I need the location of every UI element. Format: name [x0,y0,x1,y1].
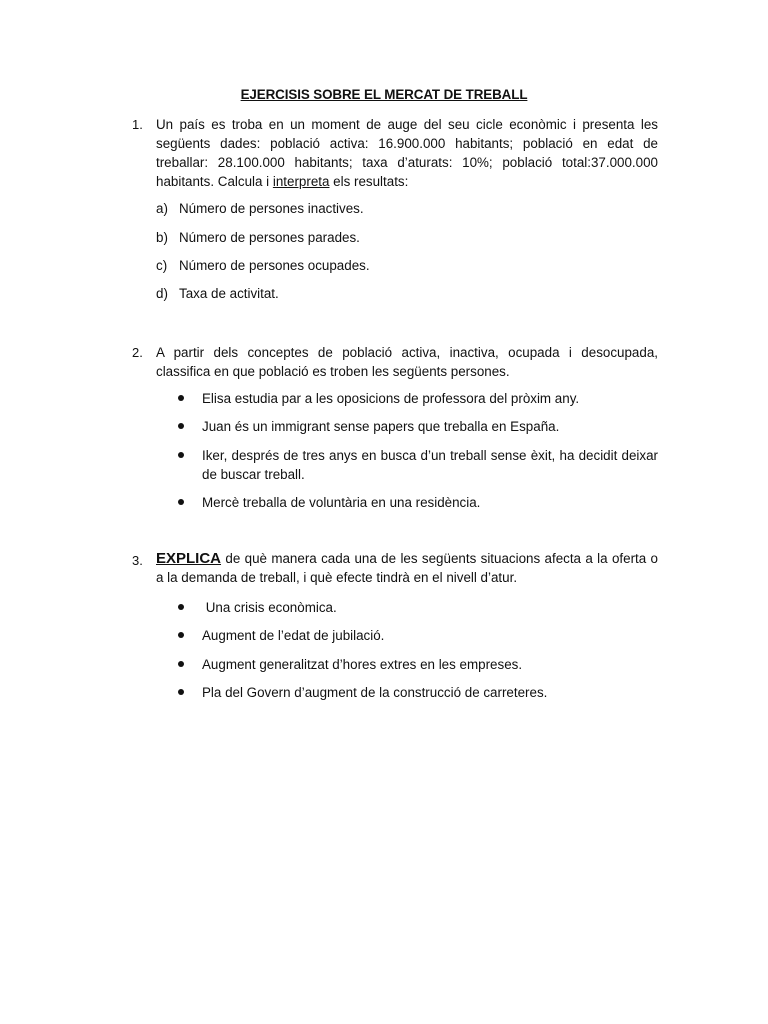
question-2-number: 2. [132,345,143,360]
bullet-icon [178,452,186,460]
sub-item-d [156,284,279,303]
list-item: Una crisis econòmica. [202,600,337,615]
list-item: Juan és un immigrant sense papers que treballa en España. [202,419,560,434]
question-1-line-3: treballar: 28.100.000 habitants; taxa d’aturats: 10%; població total:37.000.000 [156,155,658,170]
page-title: EJERCISIS SOBRE EL MERCAT DE TREBALL [240,87,528,102]
sub-item-letter: b) [156,230,168,245]
question-1-line-4-post: els resultats: [329,174,409,189]
sub-item-b [156,228,360,247]
question-3-line-2: a la demanda de treball, i què efecte tindrà en el nivell d’atur. [156,570,518,585]
question-1-line-1: Un país es troba en un moment de auge del seu cicle econòmic i presenta les [156,117,658,132]
bullet-icon [178,661,186,669]
sub-item-letter: a) [156,201,168,216]
question-1-line-2: següents dades: població activa: 16.900.000 habitants; població en edat de [156,136,658,151]
sub-item-text: Número de persones ocupades. [179,258,370,273]
question-1-line-4-pre: habitants. Calcula i [156,174,273,189]
list-item: Mercè treballa de voluntària en una residència. [202,495,481,510]
explica-keyword: EXPLICA [156,550,222,567]
list-item: Augment generalitzat d’hores extres en les empreses. [202,657,523,672]
bullet-icon [178,604,186,612]
question-2-line-2: classifica en que població es troben les següents persones. [156,364,510,379]
sub-item-c [156,256,370,275]
bullet-icon [178,499,186,507]
sub-item-text: Número de persones parades. [179,230,360,245]
question-3-number: 3. [132,553,143,568]
question-3-line-1-rest: de què manera cada una de les següents situacions afecta a la oferta o [221,551,658,566]
sub-item-a [156,199,364,218]
interpreta-underlined: interpreta [272,174,330,189]
sub-item-text: Número de persones inactives. [179,201,364,216]
sub-item-letter: c) [156,258,168,273]
question-3-text [156,549,658,587]
question-2-text [156,343,658,381]
bullet-icon [178,689,186,697]
question-2-line-1: A partir dels conceptes de població activa, inactiva, ocupada i desocupada, [156,345,658,360]
list-item: Iker, després de tres anys en busca d’un treball sense èxit, ha decidit deixar de buscar treball. [202,448,658,482]
question-3-line-1 [156,549,658,568]
sub-item-letter: d) [156,286,168,301]
bullet-icon [178,395,186,403]
question-1-number: 1. [132,117,143,132]
list-item: Augment de l’edat de jubilació. [202,628,385,643]
sub-item-text: Taxa de activitat. [179,286,279,301]
list-item: Pla del Govern d’augment de la construcció de carreteres. [202,685,548,700]
question-1-line-4 [156,172,658,191]
bullet-icon [178,423,186,431]
list-item: Elisa estudia par a les oposicions de professora del pròxim any. [202,391,580,406]
bullet-icon [178,632,186,640]
question-1-text [156,115,658,191]
